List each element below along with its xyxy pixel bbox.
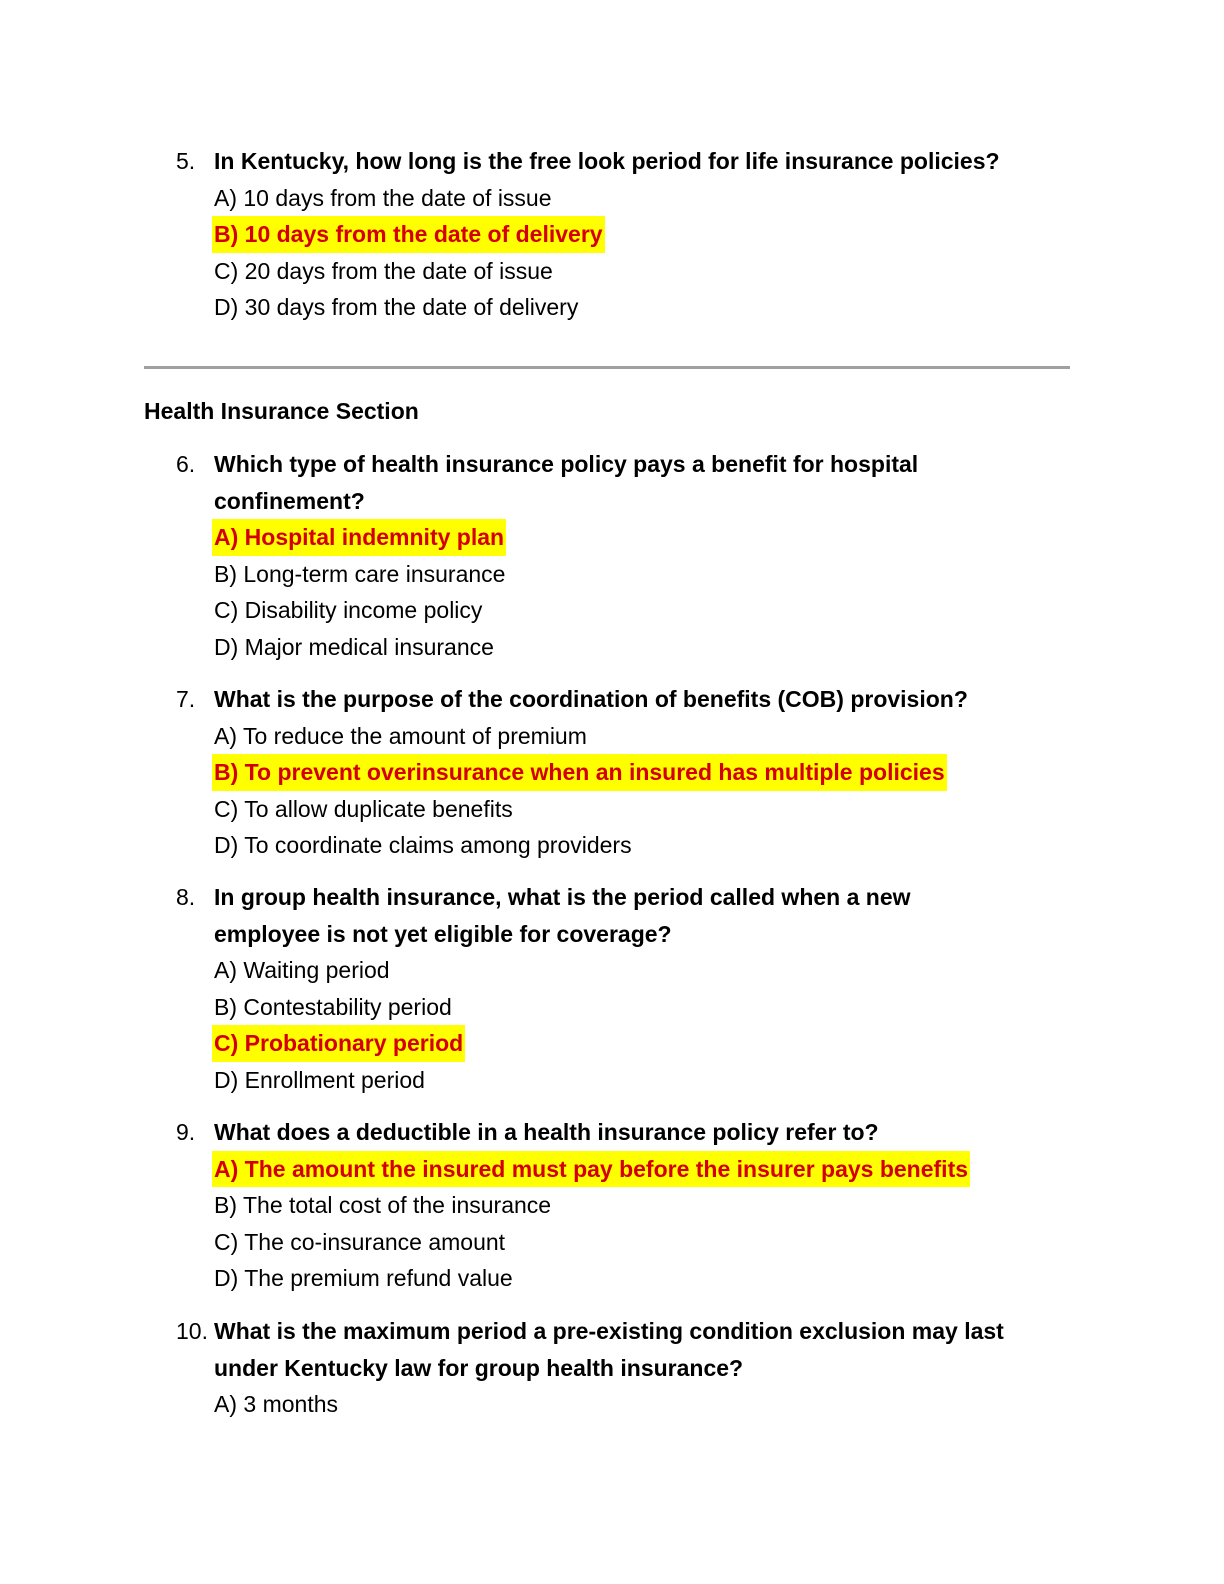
question-text: In Kentucky, how long is the free look period for life insurance policies? — [214, 148, 1000, 174]
option-c-correct: C) Probationary period — [212, 1025, 465, 1062]
section-title: Health Insurance Section — [144, 398, 419, 424]
option-b: B) Contestability period — [214, 993, 452, 1020]
option-d: D) Enrollment period — [214, 1066, 425, 1093]
option-a: A) 10 days from the date of issue — [214, 184, 552, 211]
option-c: C) Disability income policy — [214, 597, 483, 623]
question-number: 5. — [176, 148, 196, 174]
question-text: In group health insurance, what is the period called when a new employee is not yet eligible for coverage? — [214, 884, 911, 947]
option-d: D) The premium refund value — [214, 1265, 513, 1291]
question-text: What does a deductible in a health insurance policy refer to? — [214, 1119, 879, 1145]
option-c: C) The co-insurance amount — [214, 1228, 506, 1255]
question-text: What is the purpose of the coordination of benefits (COB) provision? — [214, 686, 968, 712]
option-a: A) 3 months — [214, 1391, 338, 1417]
option-b: B) The total cost of the insurance — [214, 1192, 552, 1218]
option-d: D) 30 days from the date of delivery — [214, 294, 579, 320]
question-number: 9. — [176, 1119, 196, 1145]
option-a: A) To reduce the amount of premium — [214, 722, 587, 749]
option-c: C) 20 days from the date of issue — [214, 257, 553, 284]
question-text: Which type of health insurance policy pays a benefit for hospital confinement? — [214, 451, 919, 514]
option-d: D) To coordinate claims among providers — [214, 832, 632, 858]
option-b-correct: B) 10 days from the date of delivery — [212, 216, 605, 253]
question-number: 10. — [176, 1318, 208, 1344]
question-number: 7. — [176, 686, 196, 712]
option-d: D) Major medical insurance — [214, 633, 494, 660]
question-text: What is the maximum period a pre-existing condition exclusion may last under Kentucky law for group health insurance? — [214, 1318, 1004, 1381]
option-a-correct: A) The amount the insured must pay before the insurer pays benefits — [212, 1151, 970, 1188]
section-divider — [144, 366, 1070, 369]
option-c: C) To allow duplicate benefits — [214, 795, 513, 822]
question-number: 6. — [176, 451, 196, 477]
option-b-correct: B) To prevent overinsurance when an insured has multiple policies — [212, 754, 947, 791]
option-a-correct: A) Hospital indemnity plan — [212, 519, 506, 556]
option-a: A) Waiting period — [214, 957, 390, 983]
question-number: 8. — [176, 884, 196, 910]
option-b: B) Long-term care insurance — [214, 560, 506, 587]
